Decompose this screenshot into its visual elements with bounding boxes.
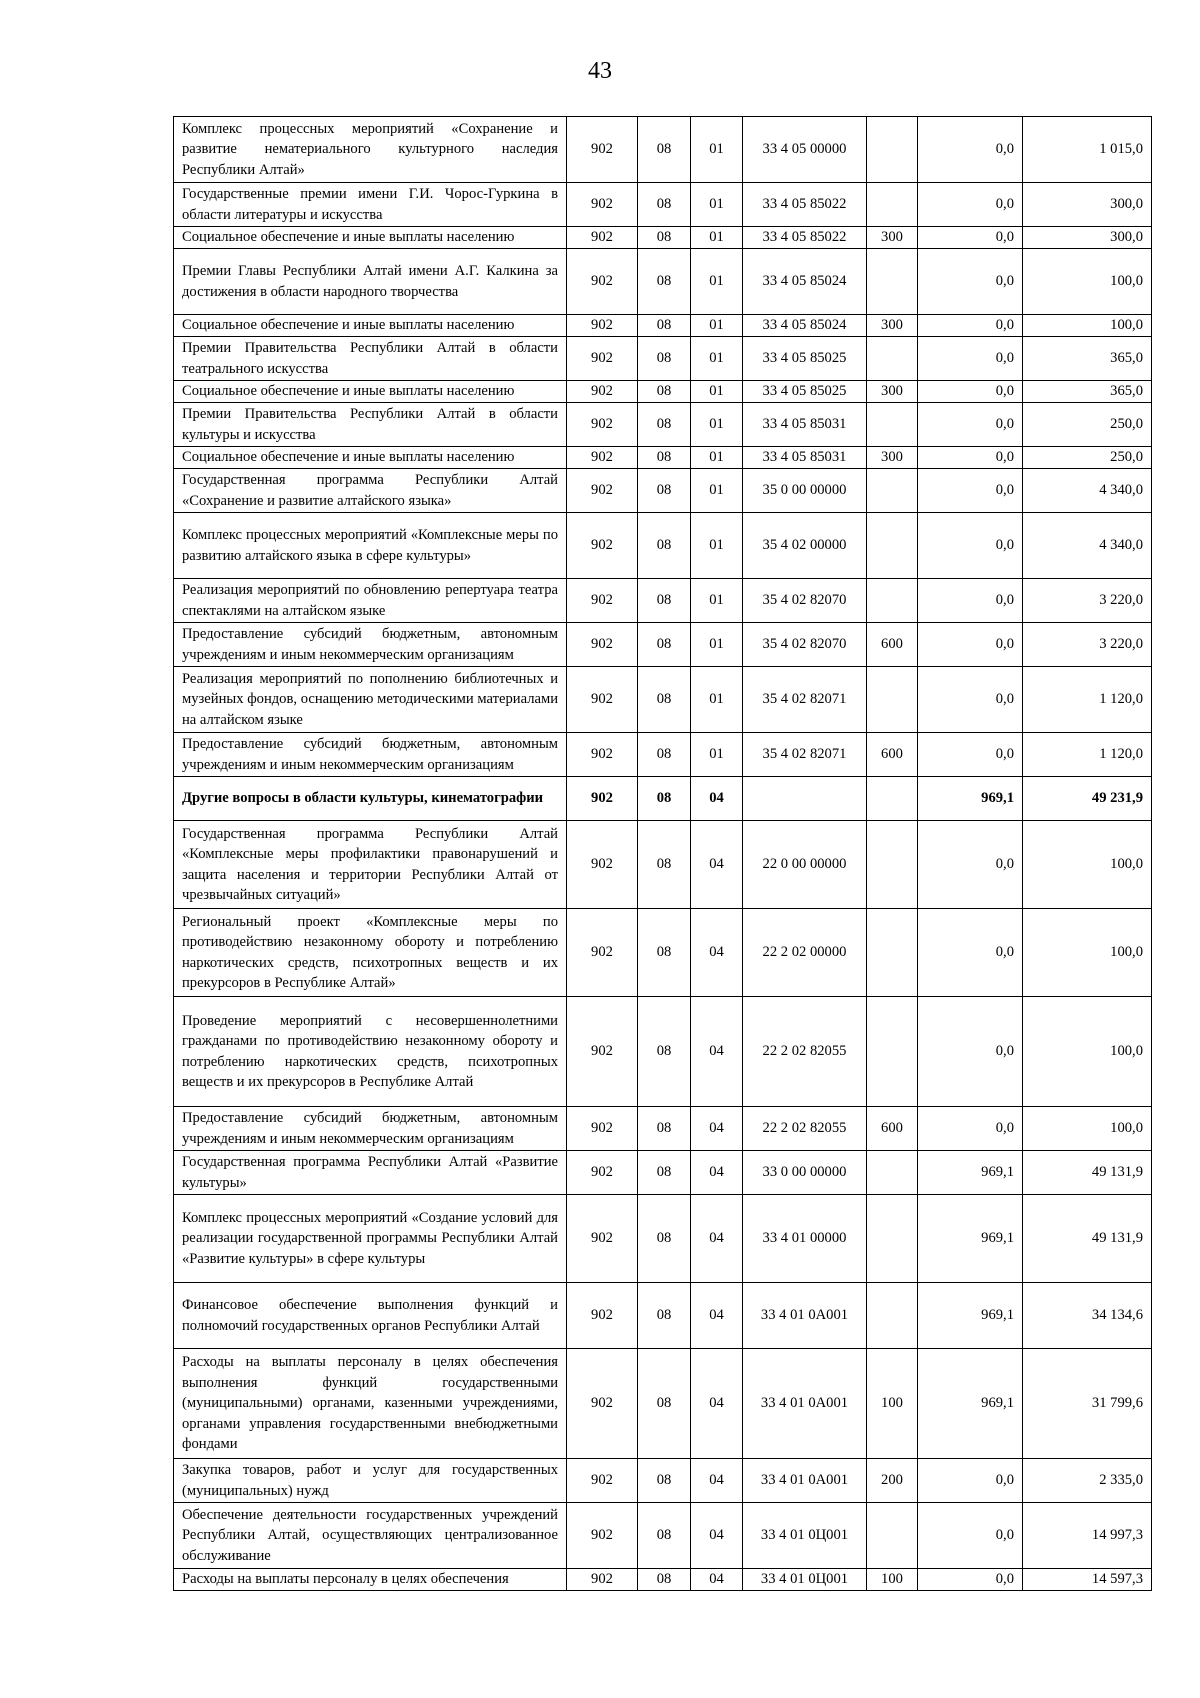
- amount-2-cell: 3 220,0: [1023, 623, 1152, 667]
- target-article-cell: 33 4 05 85025: [743, 381, 867, 403]
- table-row: [174, 447, 1152, 469]
- table-row: [174, 183, 1152, 227]
- row-name-cell: Предоставление субсидий бюджетным, автономным учреждениям и иным некоммерческим организациям: [174, 733, 567, 777]
- section-cell: 08: [638, 667, 691, 733]
- table-row: [174, 381, 1152, 403]
- target-article-cell: 33 4 05 85024: [743, 315, 867, 337]
- subsection-cell: 04: [691, 821, 743, 909]
- grbs-cell: 902: [567, 1503, 638, 1569]
- section-cell: 08: [638, 1569, 691, 1591]
- expense-type-cell: [867, 513, 918, 579]
- target-article-cell: 33 4 05 85025: [743, 337, 867, 381]
- grbs-cell: 902: [567, 623, 638, 667]
- amount-1-cell: 0,0: [918, 117, 1023, 183]
- section-cell: 08: [638, 1283, 691, 1349]
- subsection-cell: 01: [691, 227, 743, 249]
- grbs-cell: 902: [567, 337, 638, 381]
- section-cell: 08: [638, 469, 691, 513]
- grbs-cell: 902: [567, 909, 638, 997]
- table-row: [174, 733, 1152, 777]
- amount-1-cell: 0,0: [918, 315, 1023, 337]
- amount-2-cell: 49 231,9: [1023, 777, 1152, 821]
- target-article-cell: 33 4 01 0Ц001: [743, 1569, 867, 1591]
- subsection-cell: 01: [691, 249, 743, 315]
- expense-type-cell: [867, 1151, 918, 1195]
- subsection-cell: 04: [691, 1283, 743, 1349]
- expense-type-cell: [867, 249, 918, 315]
- target-article-cell: 33 0 00 00000: [743, 1151, 867, 1195]
- section-cell: 08: [638, 1107, 691, 1151]
- section-cell: 08: [638, 513, 691, 579]
- amount-1-cell: 0,0: [918, 1569, 1023, 1591]
- table-row: [174, 777, 1152, 821]
- grbs-cell: 902: [567, 249, 638, 315]
- expense-type-cell: [867, 1283, 918, 1349]
- expense-type-cell: 300: [867, 381, 918, 403]
- expense-type-cell: [867, 403, 918, 447]
- table-row: [174, 1195, 1152, 1283]
- row-name-cell: Реализация мероприятий по пополнению библиотечных и музейных фондов, оснащению методическими материалами на алтайском языке: [174, 667, 567, 733]
- section-cell: 08: [638, 1151, 691, 1195]
- amount-1-cell: 969,1: [918, 1283, 1023, 1349]
- target-article-cell: 22 2 02 00000: [743, 909, 867, 997]
- amount-2-cell: 34 134,6: [1023, 1283, 1152, 1349]
- row-name-cell: Предоставление субсидий бюджетным, автономным учреждениям и иным некоммерческим организациям: [174, 1107, 567, 1151]
- target-article-cell: 22 2 02 82055: [743, 1107, 867, 1151]
- section-cell: 08: [638, 249, 691, 315]
- row-name-cell: Премии Главы Республики Алтай имени А.Г. Калкина за достижения в области народного творчества: [174, 249, 567, 315]
- grbs-cell: 902: [567, 997, 638, 1107]
- row-name-cell: Социальное обеспечение и иные выплаты населению: [174, 447, 567, 469]
- section-cell: 08: [638, 315, 691, 337]
- subsection-cell: 04: [691, 1459, 743, 1503]
- expense-type-cell: 300: [867, 315, 918, 337]
- row-name-cell: Обеспечение деятельности государственных учреждений Республики Алтай, осуществляющих централизованное обслуживание: [174, 1503, 567, 1569]
- amount-1-cell: 0,0: [918, 227, 1023, 249]
- expense-type-cell: 300: [867, 227, 918, 249]
- amount-1-cell: 0,0: [918, 579, 1023, 623]
- expense-type-cell: 600: [867, 1107, 918, 1151]
- row-name-cell: Государственная программа Республики Алтай «Сохранение и развитие алтайского языка»: [174, 469, 567, 513]
- table-row: [174, 623, 1152, 667]
- expense-type-cell: [867, 117, 918, 183]
- section-cell: 08: [638, 183, 691, 227]
- amount-1-cell: 0,0: [918, 1503, 1023, 1569]
- grbs-cell: 902: [567, 513, 638, 579]
- target-article-cell: [743, 777, 867, 821]
- section-cell: 08: [638, 1195, 691, 1283]
- amount-1-cell: 0,0: [918, 447, 1023, 469]
- amount-2-cell: 1 120,0: [1023, 667, 1152, 733]
- amount-2-cell: 1 015,0: [1023, 117, 1152, 183]
- table-row: [174, 1569, 1152, 1591]
- subsection-cell: 01: [691, 667, 743, 733]
- row-name-cell: Финансовое обеспечение выполнения функций и полномочий государственных органов Республики Алтай: [174, 1283, 567, 1349]
- section-cell: 08: [638, 1349, 691, 1459]
- amount-2-cell: 49 131,9: [1023, 1151, 1152, 1195]
- expense-type-cell: [867, 909, 918, 997]
- amount-2-cell: 4 340,0: [1023, 513, 1152, 579]
- amount-1-cell: 0,0: [918, 183, 1023, 227]
- row-name-cell: Социальное обеспечение и иные выплаты населению: [174, 315, 567, 337]
- target-article-cell: 33 4 05 85022: [743, 227, 867, 249]
- target-article-cell: 35 4 02 00000: [743, 513, 867, 579]
- grbs-cell: 902: [567, 117, 638, 183]
- section-cell: 08: [638, 821, 691, 909]
- amount-1-cell: 0,0: [918, 1459, 1023, 1503]
- subsection-cell: 01: [691, 513, 743, 579]
- table-row: [174, 337, 1152, 381]
- amount-1-cell: 0,0: [918, 403, 1023, 447]
- grbs-cell: 902: [567, 1195, 638, 1283]
- budget-table: [173, 116, 1152, 1591]
- table-row: [174, 1459, 1152, 1503]
- expense-type-cell: 600: [867, 733, 918, 777]
- amount-2-cell: 100,0: [1023, 909, 1152, 997]
- grbs-cell: 902: [567, 1151, 638, 1195]
- expense-type-cell: [867, 1195, 918, 1283]
- table-row: [174, 667, 1152, 733]
- row-name-cell: Социальное обеспечение и иные выплаты населению: [174, 227, 567, 249]
- amount-2-cell: 300,0: [1023, 183, 1152, 227]
- table-row: [174, 1151, 1152, 1195]
- row-name-cell: Закупка товаров, работ и услуг для государственных (муниципальных) нужд: [174, 1459, 567, 1503]
- expense-type-cell: 100: [867, 1569, 918, 1591]
- amount-2-cell: 100,0: [1023, 997, 1152, 1107]
- table-row: [174, 1283, 1152, 1349]
- subsection-cell: 04: [691, 777, 743, 821]
- row-name-cell: Проведение мероприятий с несовершеннолетними гражданами по противодействию незаконному обороту и потреблению наркотических средств, психотропных веществ и их прекурсоров в Республике Алтай: [174, 997, 567, 1107]
- amount-1-cell: 0,0: [918, 513, 1023, 579]
- row-name-cell: Региональный проект «Комплексные меры по противодействию незаконному обороту и потреблению наркотических средств, психотропных веществ и их прекурсоров в Республике Алтай»: [174, 909, 567, 997]
- amount-2-cell: 1 120,0: [1023, 733, 1152, 777]
- page-number: 43: [588, 58, 612, 84]
- target-article-cell: 22 2 02 82055: [743, 997, 867, 1107]
- grbs-cell: 902: [567, 1569, 638, 1591]
- target-article-cell: 33 4 01 0А001: [743, 1283, 867, 1349]
- table-row: [174, 513, 1152, 579]
- amount-2-cell: 4 340,0: [1023, 469, 1152, 513]
- target-article-cell: 35 4 02 82070: [743, 623, 867, 667]
- amount-1-cell: 0,0: [918, 821, 1023, 909]
- grbs-cell: 902: [567, 579, 638, 623]
- amount-2-cell: 250,0: [1023, 447, 1152, 469]
- amount-1-cell: 0,0: [918, 249, 1023, 315]
- grbs-cell: 902: [567, 1349, 638, 1459]
- section-cell: 08: [638, 579, 691, 623]
- amount-1-cell: 0,0: [918, 733, 1023, 777]
- subsection-cell: 01: [691, 579, 743, 623]
- grbs-cell: 902: [567, 1459, 638, 1503]
- expense-type-cell: [867, 821, 918, 909]
- table-row: [174, 1107, 1152, 1151]
- section-cell: 08: [638, 1503, 691, 1569]
- grbs-cell: 902: [567, 777, 638, 821]
- grbs-cell: 902: [567, 381, 638, 403]
- table-row: [174, 117, 1152, 183]
- amount-1-cell: 0,0: [918, 909, 1023, 997]
- amount-1-cell: 969,1: [918, 1349, 1023, 1459]
- row-name-cell: Расходы на выплаты персоналу в целях обеспечения выполнения функций государственными (муниципальными) органами, казенными учреждениями, органами управления государственными внебюджетными фондами: [174, 1349, 567, 1459]
- expense-type-cell: 600: [867, 623, 918, 667]
- table-row: [174, 1503, 1152, 1569]
- table-row: [174, 909, 1152, 997]
- grbs-cell: 902: [567, 469, 638, 513]
- subsection-cell: 04: [691, 1195, 743, 1283]
- amount-1-cell: 0,0: [918, 469, 1023, 513]
- section-cell: 08: [638, 1459, 691, 1503]
- section-cell: 08: [638, 337, 691, 381]
- row-name-cell: Предоставление субсидий бюджетным, автономным учреждениям и иным некоммерческим организациям: [174, 623, 567, 667]
- amount-2-cell: 2 335,0: [1023, 1459, 1152, 1503]
- section-cell: 08: [638, 447, 691, 469]
- section-cell: 08: [638, 997, 691, 1107]
- subsection-cell: 01: [691, 623, 743, 667]
- grbs-cell: 902: [567, 667, 638, 733]
- row-name-cell: Государственная программа Республики Алтай «Комплексные меры профилактики правонарушений и защита населения и территории Республики Алтай от чрезвычайных ситуаций»: [174, 821, 567, 909]
- expense-type-cell: [867, 469, 918, 513]
- subsection-cell: 01: [691, 447, 743, 469]
- target-article-cell: 33 4 01 0Ц001: [743, 1503, 867, 1569]
- target-article-cell: 33 4 01 00000: [743, 1195, 867, 1283]
- amount-1-cell: 0,0: [918, 623, 1023, 667]
- expense-type-cell: [867, 997, 918, 1107]
- table-row: [174, 227, 1152, 249]
- target-article-cell: 33 4 01 0А001: [743, 1349, 867, 1459]
- expense-type-cell: [867, 579, 918, 623]
- section-cell: 08: [638, 909, 691, 997]
- target-article-cell: 35 4 02 82071: [743, 667, 867, 733]
- row-name-cell: Комплекс процессных мероприятий «Комплексные меры по развитию алтайского языка в сфере культуры»: [174, 513, 567, 579]
- grbs-cell: 902: [567, 183, 638, 227]
- table-row: [174, 469, 1152, 513]
- grbs-cell: 902: [567, 227, 638, 249]
- target-article-cell: 35 4 02 82071: [743, 733, 867, 777]
- amount-2-cell: 31 799,6: [1023, 1349, 1152, 1459]
- amount-1-cell: 0,0: [918, 337, 1023, 381]
- section-cell: 08: [638, 777, 691, 821]
- table-row: [174, 579, 1152, 623]
- target-article-cell: 35 4 02 82070: [743, 579, 867, 623]
- grbs-cell: 902: [567, 1283, 638, 1349]
- expense-type-cell: 200: [867, 1459, 918, 1503]
- row-name-cell: Премии Правительства Республики Алтай в области театрального искусства: [174, 337, 567, 381]
- target-article-cell: 33 4 01 0А001: [743, 1459, 867, 1503]
- amount-2-cell: 3 220,0: [1023, 579, 1152, 623]
- row-name-cell: Расходы на выплаты персоналу в целях обеспечения: [174, 1569, 567, 1591]
- amount-2-cell: 365,0: [1023, 381, 1152, 403]
- grbs-cell: 902: [567, 821, 638, 909]
- subsection-cell: 01: [691, 733, 743, 777]
- budget-table-body: [174, 117, 1152, 1591]
- amount-1-cell: 0,0: [918, 381, 1023, 403]
- expense-type-cell: [867, 1503, 918, 1569]
- subsection-cell: 04: [691, 1503, 743, 1569]
- row-name-cell: Комплекс процессных мероприятий «Создание условий для реализации государственной программы Республики Алтай «Развитие культуры» в сфере культуры: [174, 1195, 567, 1283]
- subsection-cell: 01: [691, 315, 743, 337]
- subsection-cell: 01: [691, 337, 743, 381]
- expense-type-cell: [867, 777, 918, 821]
- amount-2-cell: 100,0: [1023, 821, 1152, 909]
- subsection-cell: 01: [691, 117, 743, 183]
- row-name-cell: Комплекс процессных мероприятий «Сохранение и развитие нематериального культурного наследия Республики Алтай»: [174, 117, 567, 183]
- amount-2-cell: 49 131,9: [1023, 1195, 1152, 1283]
- amount-2-cell: 14 997,3: [1023, 1503, 1152, 1569]
- amount-2-cell: 100,0: [1023, 315, 1152, 337]
- subsection-cell: 01: [691, 183, 743, 227]
- expense-type-cell: [867, 337, 918, 381]
- target-article-cell: 22 0 00 00000: [743, 821, 867, 909]
- amount-1-cell: 0,0: [918, 997, 1023, 1107]
- amount-2-cell: 14 597,3: [1023, 1569, 1152, 1591]
- section-cell: 08: [638, 381, 691, 403]
- expense-type-cell: 300: [867, 447, 918, 469]
- target-article-cell: 35 0 00 00000: [743, 469, 867, 513]
- grbs-cell: 902: [567, 447, 638, 469]
- section-cell: 08: [638, 227, 691, 249]
- grbs-cell: 902: [567, 1107, 638, 1151]
- table-row: [174, 403, 1152, 447]
- amount-2-cell: 365,0: [1023, 337, 1152, 381]
- section-cell: 08: [638, 117, 691, 183]
- subsection-cell: 04: [691, 1107, 743, 1151]
- table-row: [174, 997, 1152, 1107]
- grbs-cell: 902: [567, 733, 638, 777]
- amount-2-cell: 100,0: [1023, 249, 1152, 315]
- amount-1-cell: 969,1: [918, 1195, 1023, 1283]
- row-name-cell: Государственные премии имени Г.И. Чорос-Гуркина в области литературы и искусства: [174, 183, 567, 227]
- table-row: [174, 315, 1152, 337]
- amount-2-cell: 250,0: [1023, 403, 1152, 447]
- amount-1-cell: 969,1: [918, 1151, 1023, 1195]
- subsection-cell: 04: [691, 997, 743, 1107]
- row-name-cell: Премии Правительства Республики Алтай в области культуры и искусства: [174, 403, 567, 447]
- row-name-cell: Государственная программа Республики Алтай «Развитие культуры»: [174, 1151, 567, 1195]
- row-name-cell: Реализация мероприятий по обновлению репертуара театра спектаклями на алтайском языке: [174, 579, 567, 623]
- target-article-cell: 33 4 05 85022: [743, 183, 867, 227]
- table-row: [174, 249, 1152, 315]
- subsection-cell: 01: [691, 469, 743, 513]
- subsection-cell: 01: [691, 381, 743, 403]
- target-article-cell: 33 4 05 00000: [743, 117, 867, 183]
- row-name-cell: Другие вопросы в области культуры, кинематографии: [174, 777, 567, 821]
- subsection-cell: 04: [691, 1151, 743, 1195]
- target-article-cell: 33 4 05 85024: [743, 249, 867, 315]
- expense-type-cell: 100: [867, 1349, 918, 1459]
- section-cell: 08: [638, 623, 691, 667]
- amount-2-cell: 100,0: [1023, 1107, 1152, 1151]
- target-article-cell: 33 4 05 85031: [743, 447, 867, 469]
- row-name-cell: Социальное обеспечение и иные выплаты населению: [174, 381, 567, 403]
- subsection-cell: 01: [691, 403, 743, 447]
- subsection-cell: 04: [691, 1569, 743, 1591]
- section-cell: 08: [638, 403, 691, 447]
- amount-1-cell: 0,0: [918, 1107, 1023, 1151]
- subsection-cell: 04: [691, 1349, 743, 1459]
- target-article-cell: 33 4 05 85031: [743, 403, 867, 447]
- section-cell: 08: [638, 733, 691, 777]
- grbs-cell: 902: [567, 315, 638, 337]
- amount-1-cell: 969,1: [918, 777, 1023, 821]
- subsection-cell: 04: [691, 909, 743, 997]
- amount-2-cell: 300,0: [1023, 227, 1152, 249]
- grbs-cell: 902: [567, 403, 638, 447]
- table-row: [174, 821, 1152, 909]
- expense-type-cell: [867, 183, 918, 227]
- table-row: [174, 1349, 1152, 1459]
- amount-1-cell: 0,0: [918, 667, 1023, 733]
- expense-type-cell: [867, 667, 918, 733]
